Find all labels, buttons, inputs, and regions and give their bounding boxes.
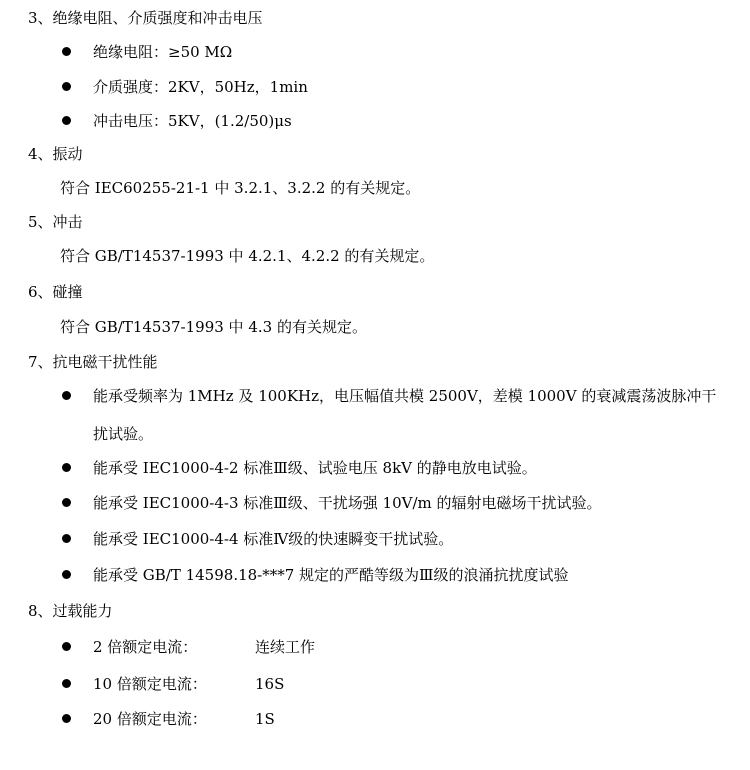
- list-item-continuation: 扰试验。: [93, 425, 154, 443]
- section-heading: 8、过载能力: [28, 602, 113, 620]
- list-item: 能承受频率为 1MHz 及 100KHz，电压幅值共模 2500V，差模 1000V 的衰减震荡波脉冲干: [93, 387, 717, 405]
- overload-value: 连续工作: [255, 638, 316, 656]
- list-item: 能承受 IEC1000-4-2 标准Ⅲ级、试验电压 8kV 的静电放电试验。: [93, 459, 537, 477]
- paragraph: 符合 GB/T14537-1993 中 4.2.1、4.2.2 的有关规定。: [60, 247, 435, 265]
- section-heading: 5、冲击: [28, 213, 83, 231]
- bullet-icon: [62, 82, 71, 91]
- bullet-icon: [62, 463, 71, 472]
- paragraph: 符合 GB/T14537-1993 中 4.3 的有关规定。: [60, 318, 367, 336]
- section-heading: 3、绝缘电阻、介质强度和冲击电压: [28, 9, 263, 27]
- section-heading: 4、振动: [28, 145, 83, 163]
- bullet-icon: [62, 391, 71, 400]
- bullet-icon: [62, 714, 71, 723]
- overload-label: 20 倍额定电流：: [93, 710, 207, 728]
- bullet-icon: [62, 679, 71, 688]
- section-heading: 6、碰撞: [28, 283, 83, 301]
- list-item: 冲击电压：5KV，(1.2/50)μs: [93, 112, 292, 130]
- bullet-icon: [62, 534, 71, 543]
- section-heading: 7、抗电磁干扰性能: [28, 353, 158, 371]
- bullet-icon: [62, 498, 71, 507]
- bullet-icon: [62, 642, 71, 651]
- list-item: 能承受 GB/T 14598.18-***7 规定的严酷等级为Ⅲ级的浪涌抗扰度试验: [93, 566, 569, 584]
- bullet-icon: [62, 570, 71, 579]
- overload-value: 1S: [255, 710, 275, 728]
- paragraph: 符合 IEC60255-21-1 中 3.2.1、3.2.2 的有关规定。: [60, 179, 421, 197]
- list-item: 能承受 IEC1000-4-4 标准Ⅳ级的快速瞬变干扰试验。: [93, 530, 454, 548]
- list-item: 绝缘电阻：≥50 MΩ: [93, 43, 233, 61]
- overload-label: 2 倍额定电流：: [93, 638, 198, 656]
- overload-value: 16S: [255, 675, 285, 693]
- bullet-icon: [62, 47, 71, 56]
- bullet-icon: [62, 116, 71, 125]
- overload-label: 10 倍额定电流：: [93, 675, 207, 693]
- list-item: 能承受 IEC1000-4-3 标准Ⅲ级、干扰场强 10V/m 的辐射电磁场干扰试验。: [93, 494, 602, 512]
- list-item: 介质强度：2KV，50Hz，1min: [93, 78, 308, 96]
